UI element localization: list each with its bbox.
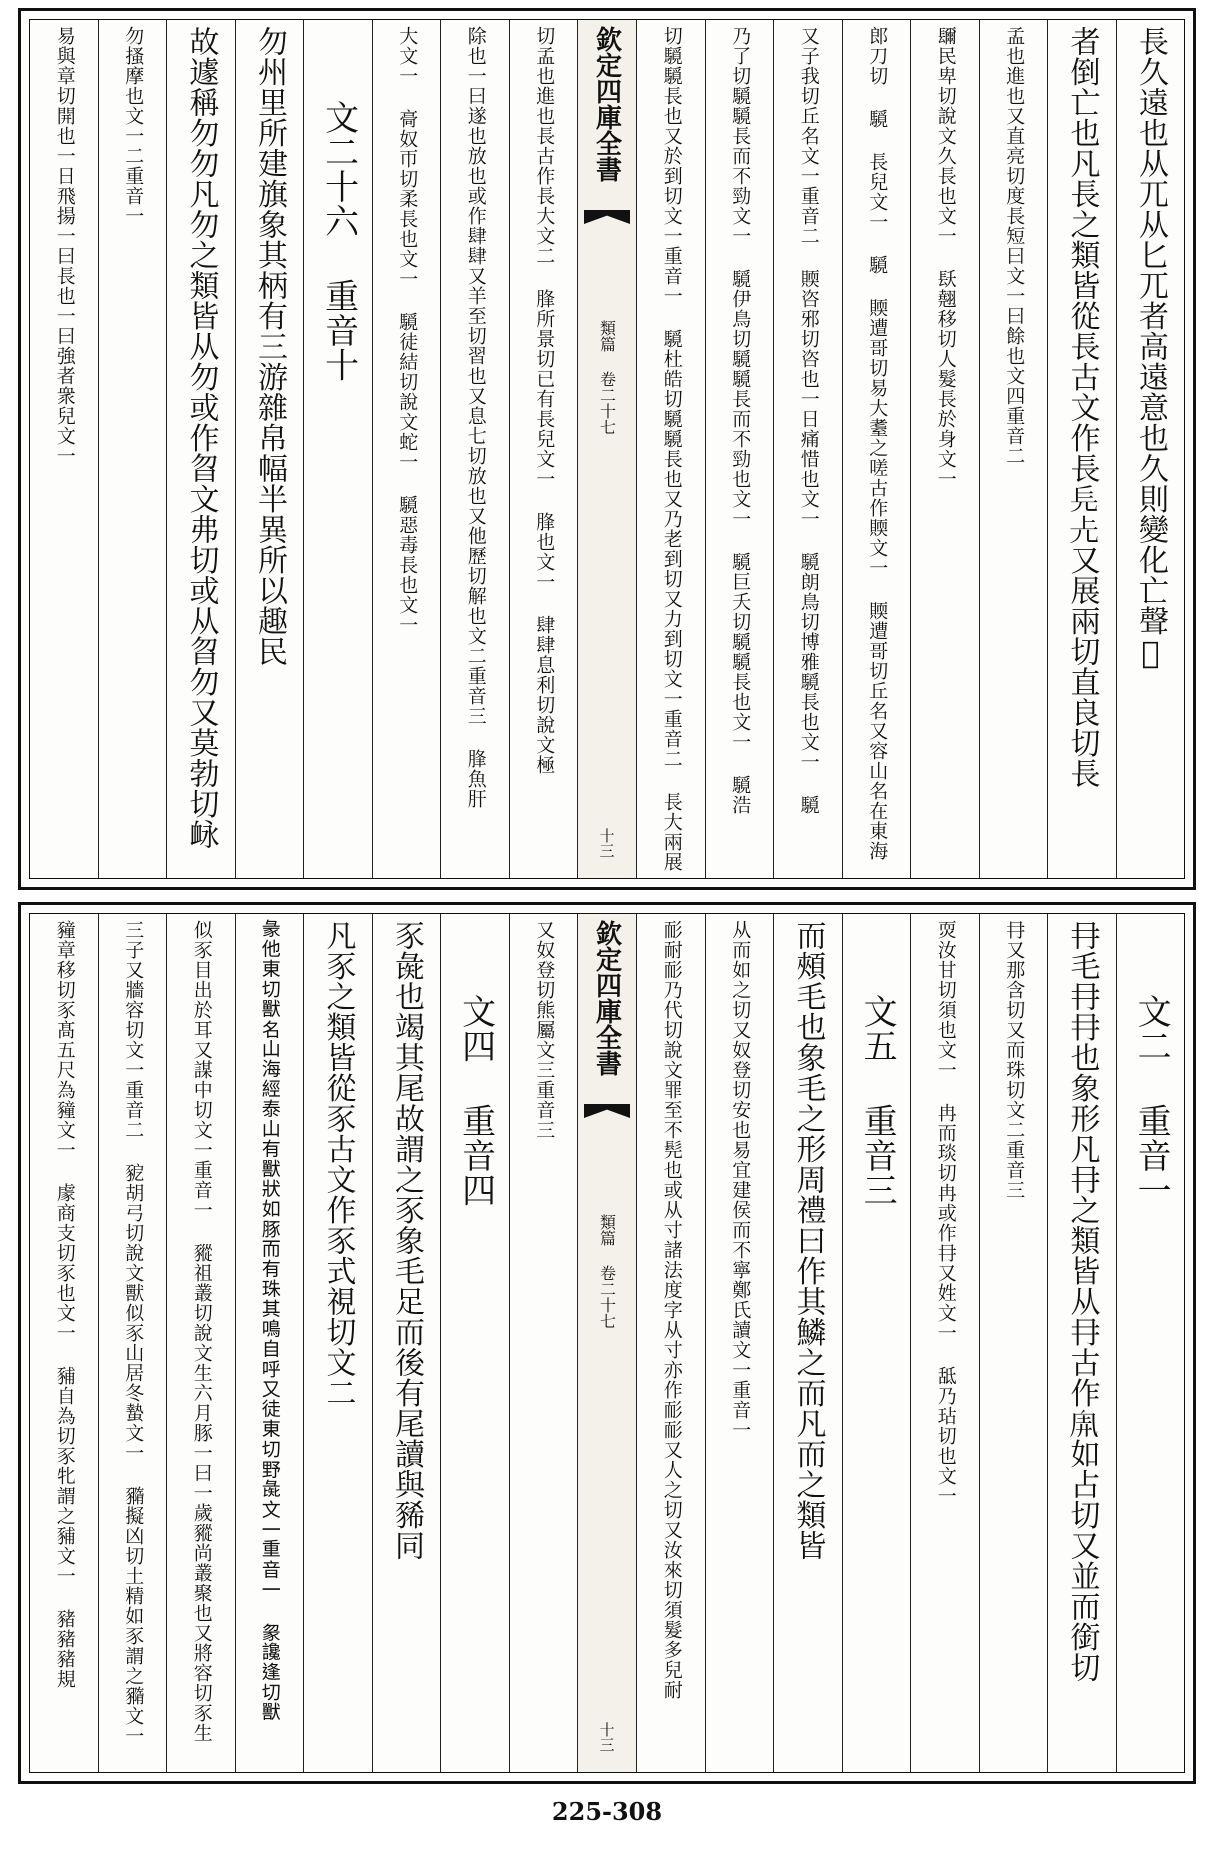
text-column: 而頰毛也象毛之形周禮曰作其鱗之而凡而之類皆: [773, 914, 842, 1772]
text-column: 镾民卑切說文久長也文一 镺翹移切人髮長於身文一: [910, 20, 979, 878]
text-column: 故遽稱勿勿凡勿之類皆从勿或作㫚文弗切或从㫚勿又莫勃切䘑: [166, 20, 235, 878]
text-column: 勿搔摩也文一二重音一: [98, 20, 167, 878]
top-page-frame: [29, 19, 1185, 879]
text-column: 䝑章移切豕髙五尺為䝑文一 豦商支切豕也文一 豧自為切豕牝謂之豧文一 豬豬豬規: [53, 920, 76, 1689]
text-column: 䎡汝甘切須也文一 冉而琰切冉或作冄又姓文一 䑛乃玷切也文一: [910, 914, 979, 1772]
text-column: 孟也進也又直亮切度長短曰文一曰餘也文四重音二: [979, 20, 1048, 878]
text-column: 从而如之切又奴登切安也易宜建侯而不寧鄭氏讀文一重音一: [705, 914, 774, 1772]
text-column: 𧰲他東切獸名山海經泰山有獸狀如豚而有珠其鳴自呼又徒東切野彘文一重音一 䝆讒逢切獸: [235, 914, 304, 1772]
text-column: 長久遠也从兀从匕兀者高遠意也久則變化亡聲𠄠: [1116, 20, 1185, 878]
center-margin: [577, 914, 636, 1772]
text-column: 耏耐耏乃代切說文罪至不髡也或从寸諸法度字从寸亦作耏耏又人之切又汝來切須髮多兒耐: [636, 914, 705, 1772]
text-column: 似豕目出於耳又謀中切文一重音一 豵祖叢切說文生六月豚一曰一歲豵尚叢聚也又將容切豕生: [166, 914, 235, 1772]
section-count-column: 文五 重音三: [842, 914, 911, 1772]
section-count-column: 文二十六 重音十: [303, 20, 372, 878]
margin-volume: 類篇 卷二十七: [597, 1214, 617, 1329]
top-page: [18, 8, 1196, 890]
text-column: 凡豕之類皆從豕古文作豕式視切文二: [303, 914, 372, 1772]
text-column: 除也一曰遂也放也或作肆肆又羊至切習也又息七切放也又他歷切解也文二重音三 䏺魚肝: [440, 20, 509, 878]
bottom-page: [18, 902, 1196, 1784]
section-count-column: 文四 重音四: [440, 914, 509, 1772]
section-count-column: 文二 重音一: [1116, 914, 1185, 1772]
text-column: 郎刀切 䮭 長兒文一 䮭 䞂遭哥切易大耋之嗟古作䞂文一 䞂遭哥切丘名又容山名在東海: [842, 20, 911, 878]
top-page-columns: [30, 20, 1184, 878]
bottom-page-frame: [29, 913, 1185, 1773]
bottom-page-columns: [30, 914, 1184, 1772]
fish-tail-ornament: [584, 210, 630, 224]
margin-folio: 十三: [597, 828, 616, 858]
text-column: 豕彘也竭其尾故謂之豕象毛足而後有尾讀與豨同: [372, 914, 441, 1772]
text-column: 又奴登切熊屬文三重音三: [509, 914, 578, 1772]
text-column: 乃了切䮭䮭長而不勁文一 䮭伊鳥切䮭䮭長而不勁也文一 䮭巨夭切䮭䮭長也文一 䮭浩: [705, 20, 774, 878]
margin-folio: 十三: [597, 1722, 616, 1752]
text-column: 大文一 䯧奴帀切柔長也文一 䮭徒結切說文蛇一 䮭惡毒長也文一: [372, 20, 441, 878]
text-column: 冄又那含切又而珠切文二重音三: [979, 914, 1048, 1772]
margin-title: 欽定四庫全書: [591, 26, 622, 182]
fish-tail-ornament: [584, 1104, 630, 1118]
text-column: 勿州里所建旗象其柄有三游雜帛幅半異所以趣民: [235, 20, 304, 878]
center-margin: [577, 20, 636, 878]
margin-title: 欽定四庫全書: [591, 920, 622, 1076]
text-column: 易與章切開也一日飛揚一曰長也一曰強者衆兒文一: [53, 26, 76, 466]
text-column: 三子又牆容切文一重音二 豟胡弓切說文獸似豕山居冬蟄文一 䝐擬凶切土精如豕謂之䝐文一: [98, 914, 167, 1772]
text-column: 切䮭䮭長也又於到切文一重音一 䮭杜皓切䮭䮭長也又乃老到切又力到切文一重音二 長大兩展: [636, 20, 705, 878]
text-column: 者倒亡也凡長之類皆從長古文作長𠑿𠑷又展兩切直良切長: [1047, 20, 1116, 878]
text-column: 冄毛冄冄也象形凡冄之類皆从冄古作𠂸如占切又並而銜切: [1047, 914, 1116, 1772]
page-number: 225-308: [551, 1797, 663, 1826]
text-column: 又子我切丘名文一重音二 䞂咨邪切咨也一日痛惜也文一 䮭朗鳥切博雅䮭長也文一 䮭: [773, 20, 842, 878]
margin-volume: 類篇 卷二十七: [597, 320, 617, 435]
text-column: 切孟也進也長古作長大文二 䏺所景切已有長兒文一 䏺也文一 肆肆息利切說文極: [509, 20, 578, 878]
